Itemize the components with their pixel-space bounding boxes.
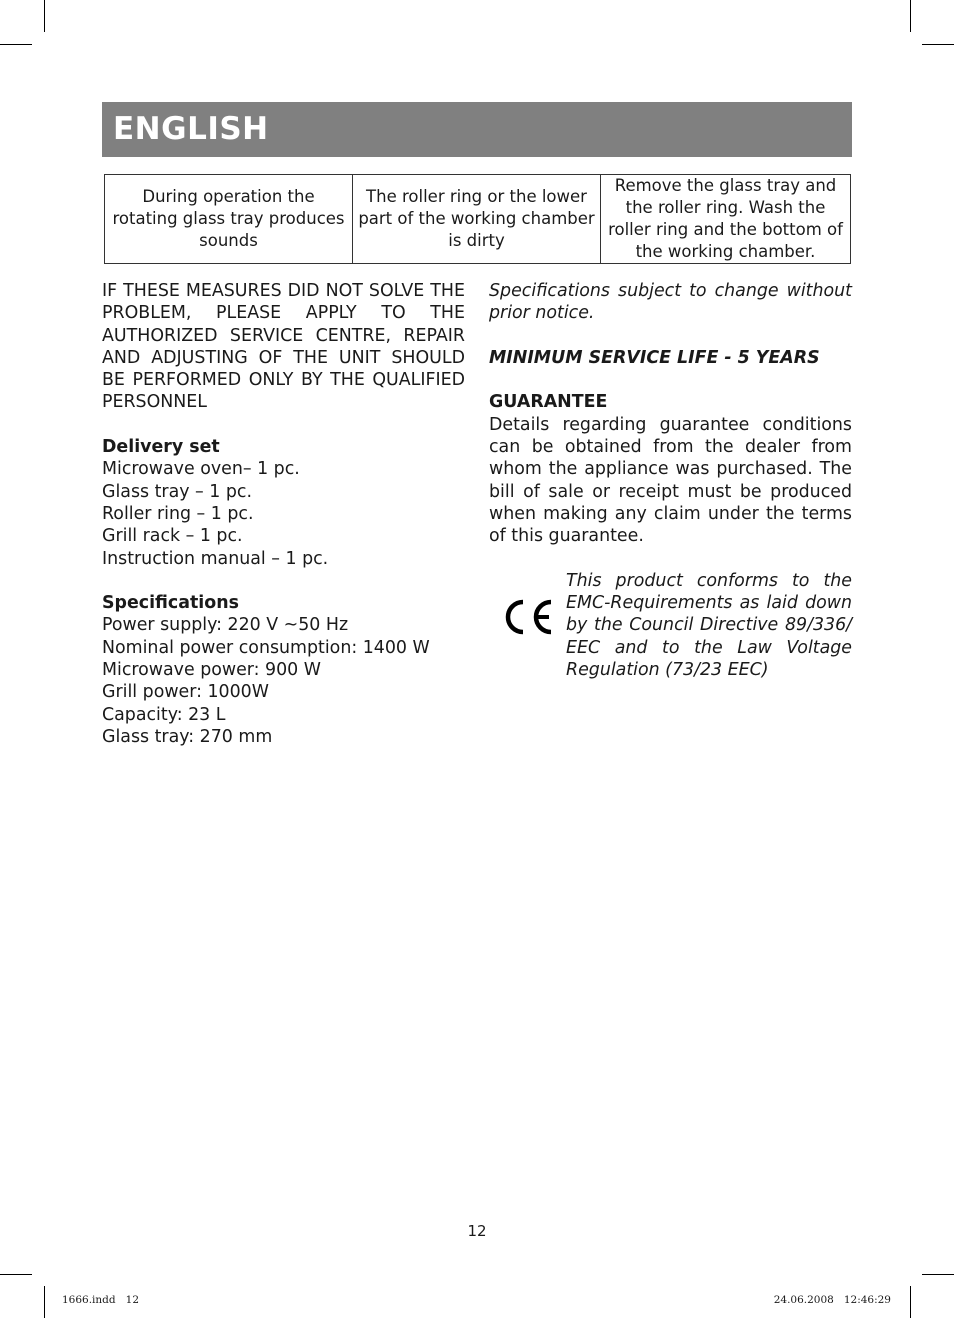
cause-cell: The roller ring or the lower part of the working chamber is dirty xyxy=(353,175,601,264)
language-banner: ENGLISH xyxy=(102,102,852,157)
list-item: Grill rack – 1 pc. xyxy=(102,526,243,547)
crop-mark-top-left-horizontal xyxy=(0,44,32,45)
list-item: Instruction manual – 1 pc. xyxy=(102,548,329,569)
service-life-heading: MINIMUM SERVICE LIFE - 5 YEARS xyxy=(489,347,820,368)
specifications-heading: Specifications xyxy=(102,593,239,614)
crop-mark-bottom-left-vertical xyxy=(44,1286,45,1318)
list-item: Nominal power consumption: 1400 W xyxy=(102,637,430,658)
ce-conformity-block xyxy=(489,570,852,682)
table-row xyxy=(105,175,851,264)
service-notice: IF THESE MEASURES DID NOT SOLVE THE PROBLEM, PLEASE APPLY TO THE AUTHORIZED SERVICE CENTRE, REPAIR AND ADJUSTING OF THE UNIT SHOULD BE PERFORMED ONLY BY THE QUALIFIED PERSONNEL xyxy=(102,281,465,413)
crop-mark-top-left-vertical xyxy=(44,0,45,32)
file-slug: 1666.indd 12 xyxy=(62,1294,139,1306)
date-slug: 24.06.2008 12:46:29 xyxy=(773,1294,891,1306)
problem-cell: During operation the rotating glass tray produces sounds xyxy=(105,175,353,264)
crop-mark-bottom-left-horizontal xyxy=(0,1274,32,1275)
guarantee-heading: GUARANTEE xyxy=(489,392,608,413)
list-item: Power supply: 220 V ~50 Hz xyxy=(102,615,349,636)
ce-conformity-text: This product conforms to the EMC-Requirements as laid down by the Council Directive 89/336/ EEC and to the Law Voltage Regulation (73/23 EEC) xyxy=(566,570,852,681)
crop-mark-top-right-vertical xyxy=(910,0,911,32)
crop-mark-top-right-horizontal xyxy=(922,44,954,45)
list-item: Glass tray: 270 mm xyxy=(102,726,273,747)
ce-mark-icon xyxy=(501,598,555,636)
crop-mark-bottom-right-horizontal xyxy=(922,1274,954,1275)
troubleshooting-table xyxy=(104,174,851,264)
left-column xyxy=(102,280,465,748)
list-item: Glass tray – 1 pc. xyxy=(102,481,253,502)
list-item: Grill power: 1000W xyxy=(102,682,269,703)
list-item: Capacity: 23 L xyxy=(102,704,226,725)
spec-change-notice: Specifications subject to change without prior notice. xyxy=(489,281,852,324)
guarantee-text: Details regarding guarantee conditions can be obtained from the dealer from whom the appliance was purchased. The bill of sale or receipt must be produced when making any claim under the terms of this guarantee. xyxy=(489,414,852,547)
solution-cell: Remove the glass tray and the roller ring. Wash the roller ring and the bottom of the working chamber. xyxy=(601,175,851,264)
list-item: Microwave oven– 1 pc. xyxy=(102,459,300,480)
delivery-set-heading: Delivery set xyxy=(102,437,220,458)
page-number: 12 xyxy=(467,1222,487,1240)
list-item: Microwave power: 900 W xyxy=(102,660,321,681)
right-column xyxy=(489,280,852,682)
list-item: Roller ring – 1 pc. xyxy=(102,503,254,524)
crop-mark-bottom-right-vertical xyxy=(910,1286,911,1318)
